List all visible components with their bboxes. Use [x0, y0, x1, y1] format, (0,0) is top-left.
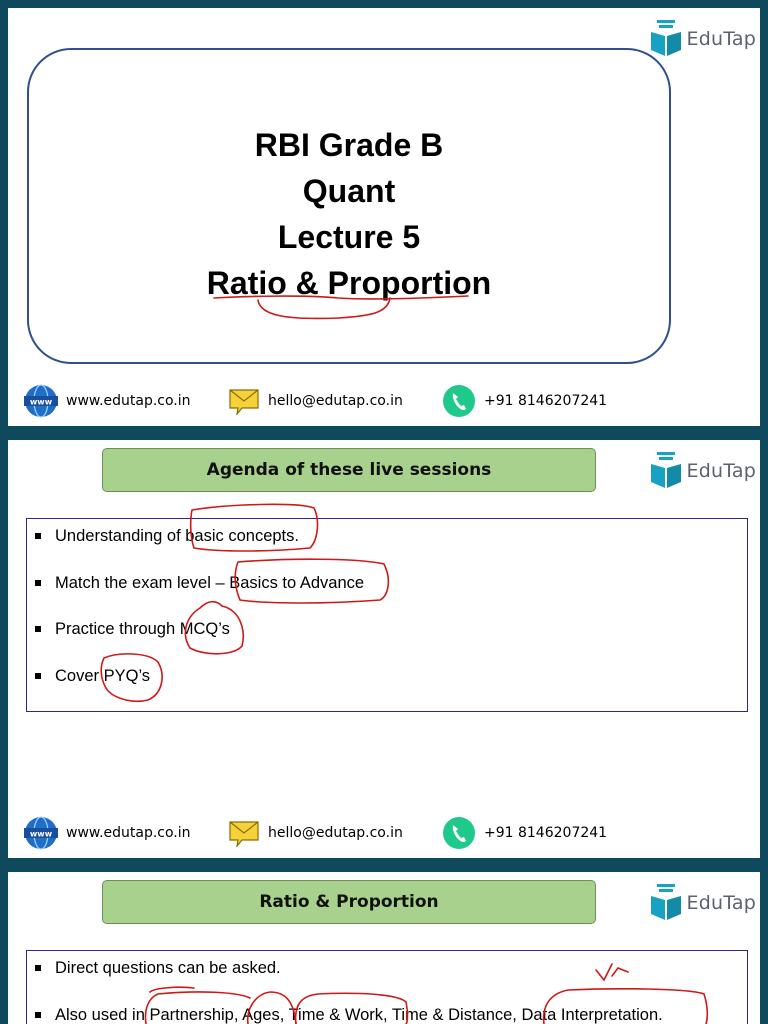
mail-icon — [228, 819, 260, 847]
globe-icon — [24, 384, 58, 418]
slide-heading: Ratio & Proportion — [259, 892, 439, 912]
globe-icon — [24, 816, 58, 850]
footer-website[interactable] — [24, 816, 224, 850]
logo-text: EduTap — [686, 460, 756, 482]
list-item: Match the exam level – Basics to Advance — [35, 570, 364, 617]
phone-icon — [442, 816, 476, 850]
agenda-list — [35, 523, 364, 709]
slide-title — [8, 8, 760, 426]
logo-text: EduTap — [686, 28, 756, 50]
list-item: Cover PYQ’s — [35, 663, 364, 710]
footer — [24, 816, 760, 850]
list-item: Understanding of basic concepts. — [35, 523, 364, 570]
logo-text: EduTap — [686, 892, 756, 914]
footer-phone[interactable] — [442, 384, 607, 418]
bullet-icon — [35, 626, 41, 632]
title-line: Lecture 5 — [277, 219, 421, 255]
footer-email[interactable] — [228, 819, 438, 847]
bullet-icon — [35, 1012, 41, 1018]
list-item: Practice through MCQ’s — [35, 616, 364, 663]
slide-ratio-proportion — [8, 872, 760, 1024]
phone-text[interactable]: +91 8146207241 — [484, 393, 608, 409]
phone-icon — [442, 384, 476, 418]
bullet-icon — [35, 580, 41, 586]
list-item: Direct questions can be asked. — [35, 955, 663, 1002]
book-icon — [649, 20, 683, 58]
list-item: Also used in Partnership, Ages, Time & Work, Time & Distance, Data Interpretation. — [35, 1002, 663, 1024]
bullet-icon — [35, 965, 41, 971]
title-box — [27, 48, 671, 364]
book-icon — [649, 452, 683, 490]
footer-website[interactable] — [24, 384, 224, 418]
website-text[interactable]: www.edutap.co.in — [66, 393, 191, 409]
phone-text[interactable]: +91 8146207241 — [484, 825, 608, 841]
bullet-icon — [35, 533, 41, 539]
content-list — [35, 955, 663, 1024]
footer-email[interactable] — [228, 387, 438, 415]
svg-text:www: www — [29, 829, 53, 839]
email-text[interactable]: hello@edutap.co.in — [268, 825, 403, 841]
email-text[interactable]: hello@edutap.co.in — [268, 393, 403, 409]
title-line: Ratio & Proportion — [206, 265, 492, 301]
footer — [24, 384, 760, 418]
edutap-logo — [649, 452, 756, 490]
edutap-logo — [649, 884, 756, 922]
slide-heading: Agenda of these live sessions — [206, 460, 492, 480]
title-line: Quant — [302, 173, 396, 209]
footer-phone[interactable] — [442, 816, 607, 850]
slide-heading-bar — [102, 880, 596, 924]
svg-text:www: www — [29, 397, 53, 407]
slide-agenda — [8, 440, 760, 858]
mail-icon — [228, 387, 260, 415]
bullet-icon — [35, 673, 41, 679]
agenda-box — [26, 518, 748, 712]
content-box — [26, 950, 748, 1024]
title-line: RBI Grade B — [254, 127, 444, 163]
title-lines — [29, 122, 669, 306]
slide-heading-bar — [102, 448, 596, 492]
book-icon — [649, 884, 683, 922]
edutap-logo — [649, 20, 756, 58]
website-text[interactable]: www.edutap.co.in — [66, 825, 191, 841]
